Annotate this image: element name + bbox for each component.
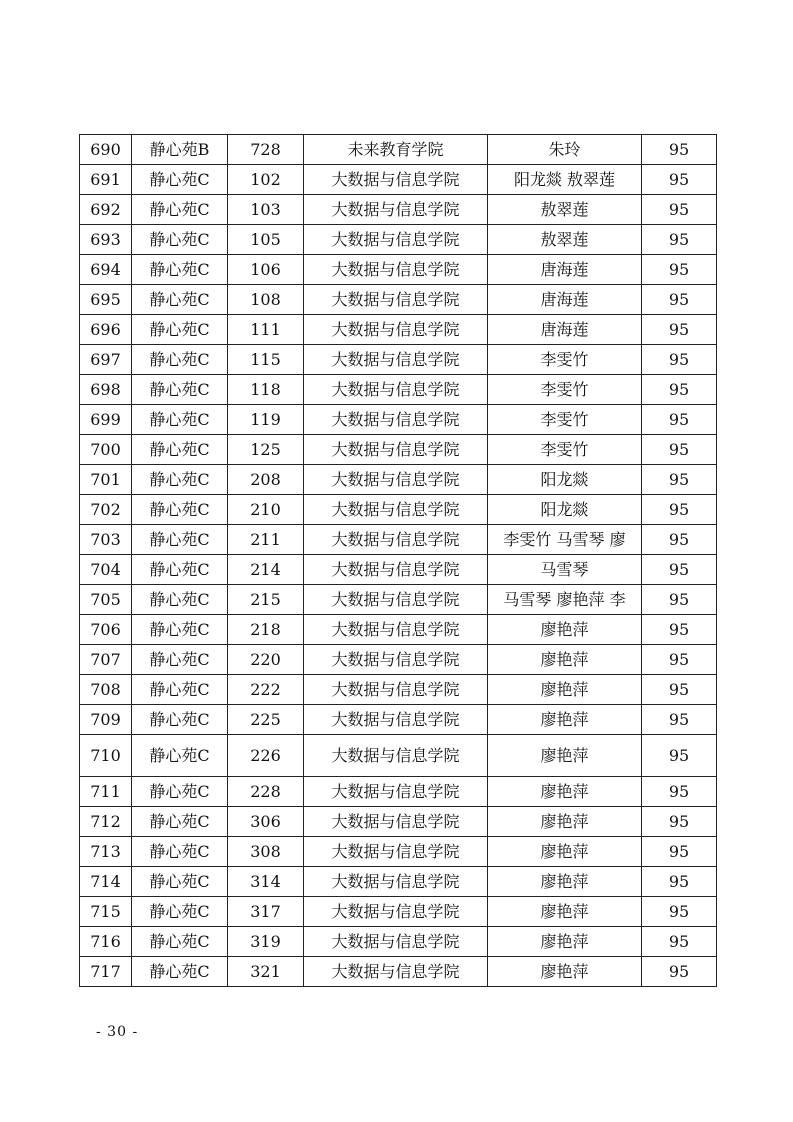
building-cell: 静心苑C bbox=[132, 345, 228, 375]
room-cell: 225 bbox=[228, 705, 304, 735]
room-cell: 106 bbox=[228, 255, 304, 285]
table-row bbox=[80, 375, 717, 405]
counselor-cell: 阳龙燚 bbox=[488, 465, 642, 495]
score-cell: 95 bbox=[642, 807, 717, 837]
row-number: 693 bbox=[80, 225, 132, 255]
row-number: 691 bbox=[80, 165, 132, 195]
room-cell: 119 bbox=[228, 405, 304, 435]
score-cell: 95 bbox=[642, 285, 717, 315]
score-cell: 95 bbox=[642, 525, 717, 555]
room-cell: 321 bbox=[228, 957, 304, 987]
counselor-text: 李雯竹 马雪琴 廖 bbox=[503, 529, 626, 549]
counselor-cell bbox=[488, 585, 642, 615]
college-cell: 未来教育学院 bbox=[304, 135, 488, 165]
score-cell: 95 bbox=[642, 837, 717, 867]
building-cell: 静心苑C bbox=[132, 675, 228, 705]
table-row bbox=[80, 777, 717, 807]
building-cell: 静心苑C bbox=[132, 435, 228, 465]
college-cell: 大数据与信息学院 bbox=[304, 435, 488, 465]
counselor-cell: 马雪琴 bbox=[488, 555, 642, 585]
score-cell: 95 bbox=[642, 897, 717, 927]
counselor-cell: 廖艳萍 bbox=[488, 705, 642, 735]
table-row bbox=[80, 867, 717, 897]
college-cell: 大数据与信息学院 bbox=[304, 957, 488, 987]
row-number: 716 bbox=[80, 927, 132, 957]
building-cell: 静心苑C bbox=[132, 525, 228, 555]
counselor-cell: 廖艳萍 bbox=[488, 615, 642, 645]
score-cell: 95 bbox=[642, 345, 717, 375]
score-cell: 95 bbox=[642, 735, 717, 777]
table-row bbox=[80, 195, 717, 225]
score-cell: 95 bbox=[642, 435, 717, 465]
college-cell: 大数据与信息学院 bbox=[304, 555, 488, 585]
row-number: 696 bbox=[80, 315, 132, 345]
room-cell: 111 bbox=[228, 315, 304, 345]
row-number: 708 bbox=[80, 675, 132, 705]
room-cell: 118 bbox=[228, 375, 304, 405]
table-row bbox=[80, 165, 717, 195]
row-number: 695 bbox=[80, 285, 132, 315]
college-cell: 大数据与信息学院 bbox=[304, 897, 488, 927]
room-cell: 208 bbox=[228, 465, 304, 495]
counselor-cell: 廖艳萍 bbox=[488, 897, 642, 927]
building-cell: 静心苑C bbox=[132, 807, 228, 837]
table-row bbox=[80, 405, 717, 435]
building-cell: 静心苑C bbox=[132, 195, 228, 225]
counselor-cell: 廖艳萍 bbox=[488, 777, 642, 807]
college-cell: 大数据与信息学院 bbox=[304, 345, 488, 375]
college-cell: 大数据与信息学院 bbox=[304, 777, 488, 807]
counselor-cell: 廖艳萍 bbox=[488, 675, 642, 705]
score-cell: 95 bbox=[642, 495, 717, 525]
room-cell: 228 bbox=[228, 777, 304, 807]
counselor-cell: 敖翠莲 bbox=[488, 225, 642, 255]
building-cell: 静心苑C bbox=[132, 495, 228, 525]
table-row bbox=[80, 735, 717, 777]
counselor-cell: 朱玲 bbox=[488, 135, 642, 165]
table-row bbox=[80, 435, 717, 465]
room-cell: 226 bbox=[228, 735, 304, 777]
table-row bbox=[80, 345, 717, 375]
room-cell: 314 bbox=[228, 867, 304, 897]
room-cell: 102 bbox=[228, 165, 304, 195]
table-body bbox=[80, 135, 717, 987]
counselor-cell: 廖艳萍 bbox=[488, 927, 642, 957]
table-row bbox=[80, 315, 717, 345]
row-number: 715 bbox=[80, 897, 132, 927]
counselor-cell: 唐海莲 bbox=[488, 315, 642, 345]
counselor-cell: 李雯竹 bbox=[488, 345, 642, 375]
room-cell: 222 bbox=[228, 675, 304, 705]
row-number: 701 bbox=[80, 465, 132, 495]
college-cell: 大数据与信息学院 bbox=[304, 585, 488, 615]
college-cell: 大数据与信息学院 bbox=[304, 495, 488, 525]
college-cell: 大数据与信息学院 bbox=[304, 837, 488, 867]
row-number: 717 bbox=[80, 957, 132, 987]
building-cell: 静心苑C bbox=[132, 465, 228, 495]
row-number: 713 bbox=[80, 837, 132, 867]
room-cell: 308 bbox=[228, 837, 304, 867]
score-cell: 95 bbox=[642, 225, 717, 255]
score-cell: 95 bbox=[642, 705, 717, 735]
counselor-cell: 阳龙燚 bbox=[488, 495, 642, 525]
college-cell: 大数据与信息学院 bbox=[304, 315, 488, 345]
building-cell: 静心苑B bbox=[132, 135, 228, 165]
table-row bbox=[80, 675, 717, 705]
room-cell: 317 bbox=[228, 897, 304, 927]
room-cell: 108 bbox=[228, 285, 304, 315]
room-cell: 115 bbox=[228, 345, 304, 375]
building-cell: 静心苑C bbox=[132, 957, 228, 987]
college-cell: 大数据与信息学院 bbox=[304, 525, 488, 555]
college-cell: 大数据与信息学院 bbox=[304, 405, 488, 435]
score-cell: 95 bbox=[642, 405, 717, 435]
building-cell: 静心苑C bbox=[132, 255, 228, 285]
score-cell: 95 bbox=[642, 135, 717, 165]
row-number: 699 bbox=[80, 405, 132, 435]
score-cell: 95 bbox=[642, 777, 717, 807]
table-row bbox=[80, 957, 717, 987]
room-cell: 125 bbox=[228, 435, 304, 465]
table-row bbox=[80, 465, 717, 495]
college-cell: 大数据与信息学院 bbox=[304, 675, 488, 705]
counselor-cell: 唐海莲 bbox=[488, 285, 642, 315]
table-row bbox=[80, 927, 717, 957]
page-number: - 30 - bbox=[96, 1024, 139, 1040]
room-cell: 103 bbox=[228, 195, 304, 225]
score-cell: 95 bbox=[642, 585, 717, 615]
row-number: 692 bbox=[80, 195, 132, 225]
room-cell: 215 bbox=[228, 585, 304, 615]
table-row bbox=[80, 897, 717, 927]
counselor-cell: 敖翠莲 bbox=[488, 195, 642, 225]
building-cell: 静心苑C bbox=[132, 615, 228, 645]
building-cell: 静心苑C bbox=[132, 585, 228, 615]
table-row bbox=[80, 645, 717, 675]
row-number: 706 bbox=[80, 615, 132, 645]
table-row bbox=[80, 555, 717, 585]
row-number: 712 bbox=[80, 807, 132, 837]
row-number: 704 bbox=[80, 555, 132, 585]
counselor-cell: 李雯竹 bbox=[488, 405, 642, 435]
college-cell: 大数据与信息学院 bbox=[304, 165, 488, 195]
table-row bbox=[80, 255, 717, 285]
college-cell: 大数据与信息学院 bbox=[304, 195, 488, 225]
counselor-cell bbox=[488, 525, 642, 555]
score-cell: 95 bbox=[642, 615, 717, 645]
college-cell: 大数据与信息学院 bbox=[304, 735, 488, 777]
counselor-cell: 廖艳萍 bbox=[488, 807, 642, 837]
score-cell: 95 bbox=[642, 315, 717, 345]
building-cell: 静心苑C bbox=[132, 867, 228, 897]
row-number: 702 bbox=[80, 495, 132, 525]
room-cell: 220 bbox=[228, 645, 304, 675]
college-cell: 大数据与信息学院 bbox=[304, 645, 488, 675]
table-row bbox=[80, 285, 717, 315]
row-number: 710 bbox=[80, 735, 132, 777]
score-cell: 95 bbox=[642, 957, 717, 987]
row-number: 694 bbox=[80, 255, 132, 285]
room-cell: 210 bbox=[228, 495, 304, 525]
table-row bbox=[80, 525, 717, 555]
building-cell: 静心苑C bbox=[132, 375, 228, 405]
building-cell: 静心苑C bbox=[132, 165, 228, 195]
table-row bbox=[80, 837, 717, 867]
row-number: 700 bbox=[80, 435, 132, 465]
room-cell: 306 bbox=[228, 807, 304, 837]
counselor-cell: 廖艳萍 bbox=[488, 957, 642, 987]
counselor-cell: 阳龙燚 敖翠莲 bbox=[488, 165, 642, 195]
college-cell: 大数据与信息学院 bbox=[304, 807, 488, 837]
table-row bbox=[80, 495, 717, 525]
building-cell: 静心苑C bbox=[132, 777, 228, 807]
table-row bbox=[80, 225, 717, 255]
room-cell: 728 bbox=[228, 135, 304, 165]
table-row bbox=[80, 585, 717, 615]
score-cell: 95 bbox=[642, 465, 717, 495]
counselor-cell: 廖艳萍 bbox=[488, 645, 642, 675]
row-number: 714 bbox=[80, 867, 132, 897]
college-cell: 大数据与信息学院 bbox=[304, 615, 488, 645]
building-cell: 静心苑C bbox=[132, 705, 228, 735]
counselor-cell: 廖艳萍 bbox=[488, 735, 642, 777]
room-cell: 214 bbox=[228, 555, 304, 585]
room-cell: 218 bbox=[228, 615, 304, 645]
row-number: 690 bbox=[80, 135, 132, 165]
building-cell: 静心苑C bbox=[132, 645, 228, 675]
table-row bbox=[80, 615, 717, 645]
dormitory-score-table bbox=[79, 134, 717, 987]
college-cell: 大数据与信息学院 bbox=[304, 285, 488, 315]
score-cell: 95 bbox=[642, 165, 717, 195]
building-cell: 静心苑C bbox=[132, 555, 228, 585]
counselor-cell: 李雯竹 bbox=[488, 435, 642, 465]
building-cell: 静心苑C bbox=[132, 927, 228, 957]
row-number: 697 bbox=[80, 345, 132, 375]
building-cell: 静心苑C bbox=[132, 405, 228, 435]
building-cell: 静心苑C bbox=[132, 837, 228, 867]
college-cell: 大数据与信息学院 bbox=[304, 255, 488, 285]
college-cell: 大数据与信息学院 bbox=[304, 375, 488, 405]
row-number: 709 bbox=[80, 705, 132, 735]
counselor-text: 马雪琴 廖艳萍 李 bbox=[503, 589, 626, 609]
score-cell: 95 bbox=[642, 645, 717, 675]
score-cell: 95 bbox=[642, 195, 717, 225]
row-number: 707 bbox=[80, 645, 132, 675]
room-cell: 211 bbox=[228, 525, 304, 555]
score-cell: 95 bbox=[642, 255, 717, 285]
table-row bbox=[80, 135, 717, 165]
building-cell: 静心苑C bbox=[132, 897, 228, 927]
college-cell: 大数据与信息学院 bbox=[304, 927, 488, 957]
row-number: 703 bbox=[80, 525, 132, 555]
college-cell: 大数据与信息学院 bbox=[304, 465, 488, 495]
college-cell: 大数据与信息学院 bbox=[304, 705, 488, 735]
table-row bbox=[80, 705, 717, 735]
score-cell: 95 bbox=[642, 867, 717, 897]
row-number: 705 bbox=[80, 585, 132, 615]
table-row bbox=[80, 807, 717, 837]
room-cell: 319 bbox=[228, 927, 304, 957]
counselor-cell: 唐海莲 bbox=[488, 255, 642, 285]
college-cell: 大数据与信息学院 bbox=[304, 225, 488, 255]
counselor-cell: 廖艳萍 bbox=[488, 837, 642, 867]
building-cell: 静心苑C bbox=[132, 735, 228, 777]
college-cell: 大数据与信息学院 bbox=[304, 867, 488, 897]
room-cell: 105 bbox=[228, 225, 304, 255]
row-number: 711 bbox=[80, 777, 132, 807]
counselor-cell: 李雯竹 bbox=[488, 375, 642, 405]
score-cell: 95 bbox=[642, 555, 717, 585]
building-cell: 静心苑C bbox=[132, 315, 228, 345]
score-cell: 95 bbox=[642, 375, 717, 405]
building-cell: 静心苑C bbox=[132, 225, 228, 255]
row-number: 698 bbox=[80, 375, 132, 405]
building-cell: 静心苑C bbox=[132, 285, 228, 315]
counselor-cell: 廖艳萍 bbox=[488, 867, 642, 897]
score-cell: 95 bbox=[642, 675, 717, 705]
score-cell: 95 bbox=[642, 927, 717, 957]
